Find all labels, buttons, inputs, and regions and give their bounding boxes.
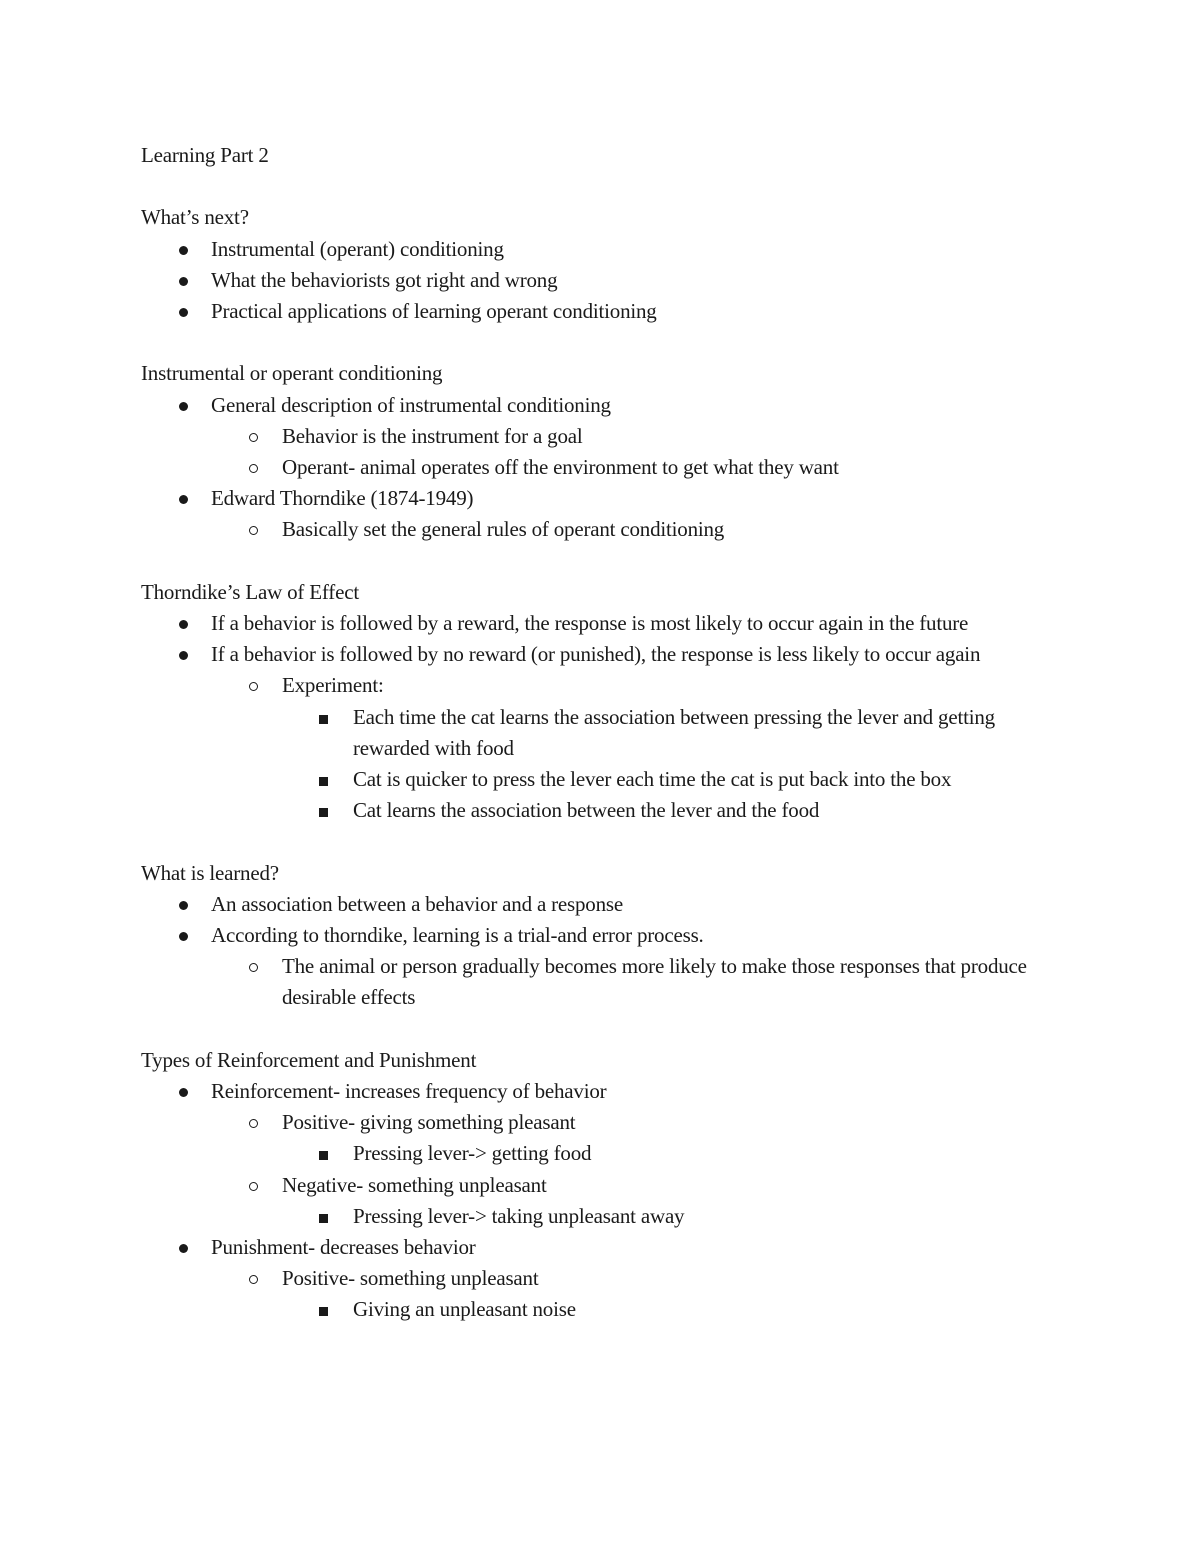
square-bullet-icon bbox=[319, 1151, 328, 1160]
list-item-level-2 bbox=[141, 1170, 1071, 1201]
filled-circle-bullet-icon bbox=[179, 932, 188, 941]
square-bullet-icon bbox=[319, 1214, 328, 1223]
filled-circle-bullet-icon bbox=[179, 402, 188, 411]
section-heading: What’s next? bbox=[141, 205, 249, 230]
section-heading: Thorndike’s Law of Effect bbox=[141, 579, 359, 604]
filled-circle-bullet-icon bbox=[179, 620, 188, 629]
list-item-level-2 bbox=[141, 1107, 1071, 1138]
list-item-text: An association between a behavior and a response bbox=[211, 891, 623, 916]
list-item-level-2 bbox=[141, 421, 1071, 452]
list-item-level-2 bbox=[141, 1263, 1071, 1294]
filled-circle-bullet-icon bbox=[179, 277, 188, 286]
list-item-level-1 bbox=[141, 1232, 1071, 1263]
list-item-level-1 bbox=[141, 390, 1071, 421]
list-item-text: Cat is quicker to press the lever each time the cat is put back into the box bbox=[353, 767, 952, 792]
hollow-circle-bullet-icon bbox=[249, 1182, 258, 1191]
list-item-level-3 bbox=[141, 795, 1071, 826]
filled-circle-bullet-icon bbox=[179, 246, 188, 255]
list-item-level-3 bbox=[141, 1201, 1071, 1232]
section-spacer bbox=[141, 1014, 1071, 1045]
list-item-text: What the behaviorists got right and wrong bbox=[211, 267, 558, 292]
section-heading: What is learned? bbox=[141, 860, 279, 885]
list-item-level-2 bbox=[141, 514, 1071, 545]
list-item-text: Basically set the general rules of operant conditioning bbox=[282, 517, 725, 542]
list-item-text: Giving an unpleasant noise bbox=[353, 1297, 576, 1322]
list-item-text: Negative- something unpleasant bbox=[282, 1172, 547, 1197]
list-item-level-1 bbox=[141, 1076, 1071, 1107]
document-body bbox=[141, 140, 1071, 1326]
list-item-level-1 bbox=[141, 889, 1071, 920]
square-bullet-icon bbox=[319, 808, 328, 817]
section-spacer bbox=[141, 327, 1071, 358]
hollow-circle-bullet-icon bbox=[249, 464, 258, 473]
section-spacer bbox=[141, 546, 1071, 577]
square-bullet-icon bbox=[319, 715, 328, 724]
square-bullet-icon bbox=[319, 1307, 328, 1316]
list-item-level-3 bbox=[141, 1138, 1071, 1169]
filled-circle-bullet-icon bbox=[179, 651, 188, 660]
list-item-level-3 bbox=[141, 1294, 1071, 1325]
section-spacer bbox=[141, 171, 1071, 202]
hollow-circle-bullet-icon bbox=[249, 433, 258, 442]
section-spacer bbox=[141, 826, 1071, 857]
list-item-text: Practical applications of learning operant conditioning bbox=[211, 299, 657, 323]
list-item-level-1 bbox=[141, 265, 1071, 296]
list-item-text: If a behavior is followed by a reward, the response is most likely to occur again in the future bbox=[211, 611, 969, 635]
list-item-text: Edward Thorndike (1874-1949) bbox=[211, 486, 474, 511]
list-item-level-1 bbox=[141, 608, 1071, 639]
list-item-level-3 bbox=[141, 764, 1071, 795]
filled-circle-bullet-icon bbox=[179, 308, 188, 317]
list-item-text: Pressing lever-> getting food bbox=[353, 1141, 592, 1166]
list-item-text: Each time the cat learns the association between pressing the lever and getting rewarded with food bbox=[353, 704, 995, 760]
document-title: Learning Part 2 bbox=[141, 143, 269, 167]
sections-container bbox=[141, 171, 1071, 1325]
list-item-level-3 bbox=[141, 702, 1071, 764]
filled-circle-bullet-icon bbox=[179, 901, 188, 910]
list-item-text: Operant- animal operates off the environment to get what they want bbox=[282, 455, 839, 479]
list-item-text: Positive- something unpleasant bbox=[282, 1266, 539, 1291]
list-item-text: Reinforcement- increases frequency of behavior bbox=[211, 1079, 607, 1104]
list-item-text: Instrumental (operant) conditioning bbox=[211, 236, 504, 261]
list-item-text: Punishment- decreases behavior bbox=[211, 1235, 476, 1260]
filled-circle-bullet-icon bbox=[179, 1088, 188, 1097]
list-item-level-1 bbox=[141, 920, 1071, 951]
list-item-level-2 bbox=[141, 670, 1071, 701]
list-item-level-2 bbox=[141, 452, 1071, 483]
list-item-text: Positive- giving something pleasant bbox=[282, 1110, 576, 1135]
hollow-circle-bullet-icon bbox=[249, 1275, 258, 1284]
list-item-text: Cat learns the association between the lever and the food bbox=[353, 798, 820, 823]
hollow-circle-bullet-icon bbox=[249, 526, 258, 535]
list-item-text: Experiment: bbox=[282, 673, 384, 698]
list-item-text: Pressing lever-> taking unpleasant away bbox=[353, 1203, 685, 1228]
hollow-circle-bullet-icon bbox=[249, 682, 258, 691]
list-item-level-1 bbox=[141, 296, 1071, 327]
list-item-text: If a behavior is followed by no reward (or punished), the response is less likely to occur again bbox=[211, 642, 981, 667]
hollow-circle-bullet-icon bbox=[249, 963, 258, 972]
section-heading: Types of Reinforcement and Punishment bbox=[141, 1047, 477, 1072]
section-heading: Instrumental or operant conditioning bbox=[141, 361, 443, 386]
list-item-level-1 bbox=[141, 639, 1071, 670]
list-item-text: The animal or person gradually becomes more likely to make those responses that produce desirable effects bbox=[282, 954, 1027, 1010]
list-item-level-1 bbox=[141, 234, 1071, 265]
hollow-circle-bullet-icon bbox=[249, 1119, 258, 1128]
list-item-level-2 bbox=[141, 951, 1071, 1013]
list-item-text: Behavior is the instrument for a goal bbox=[282, 423, 583, 448]
list-item-level-1 bbox=[141, 483, 1071, 514]
list-item-text: According to thorndike, learning is a trial-and error process. bbox=[211, 923, 704, 948]
list-item-text: General description of instrumental conditioning bbox=[211, 392, 611, 417]
filled-circle-bullet-icon bbox=[179, 495, 188, 504]
filled-circle-bullet-icon bbox=[179, 1244, 188, 1253]
square-bullet-icon bbox=[319, 777, 328, 786]
